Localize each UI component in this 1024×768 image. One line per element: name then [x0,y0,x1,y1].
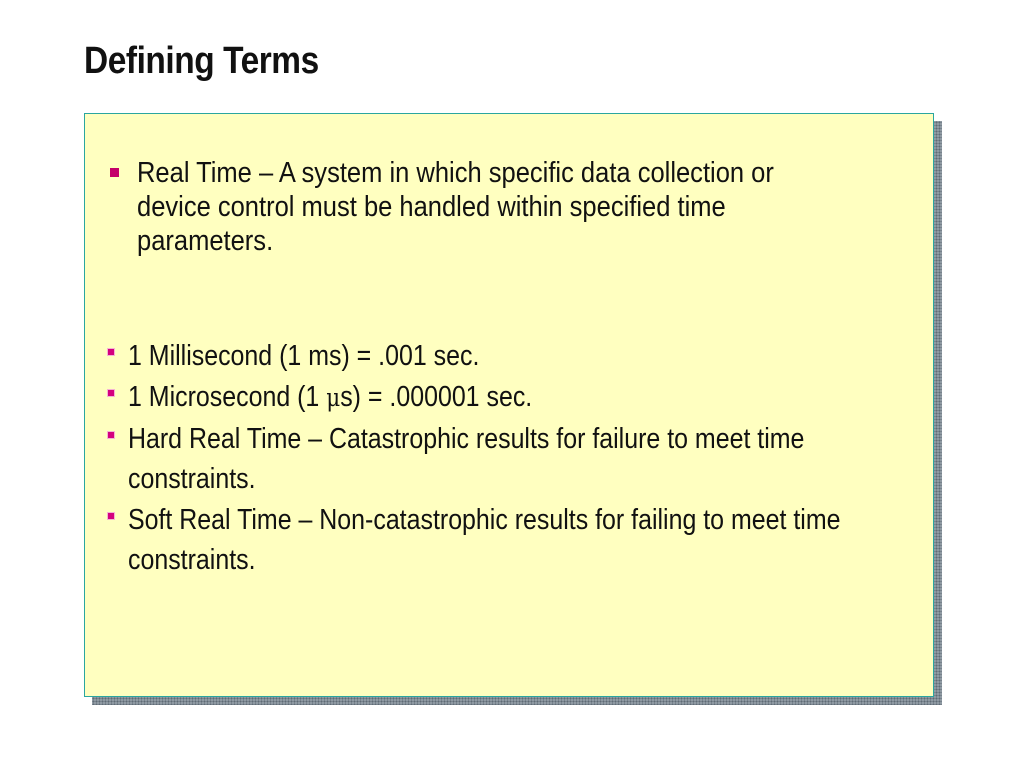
definitions-list [85,336,933,581]
square-bullet-icon [110,168,119,177]
list-item-text-suffix: s) = .000001 sec. [340,381,533,413]
list-item [85,377,933,418]
micro-symbol: μ [326,383,341,412]
main-bullet-text: Real Time – A system in which specific data collection or device control must be handled within specified time parameters. [137,157,774,257]
content-panel [84,113,934,697]
list-item-text [128,377,885,418]
small-square-bullet-icon [107,348,115,356]
list-item [85,336,933,376]
small-square-bullet-icon [107,431,115,439]
slide-title: Defining Terms [84,40,319,82]
small-square-bullet-icon [107,512,115,520]
list-item [85,500,933,580]
list-item-text: 1 Millisecond (1 ms) = .001 sec. [128,340,480,372]
list-item [85,419,933,499]
list-item-text-prefix: 1 Microsecond (1 [128,381,327,413]
small-square-bullet-icon [107,389,115,397]
list-item-text: Hard Real Time – Catastrophic results for failure to meet time constraints. [128,423,805,495]
list-item-text: Soft Real Time – Non-catastrophic results for failing to meet time constraints. [128,504,841,576]
